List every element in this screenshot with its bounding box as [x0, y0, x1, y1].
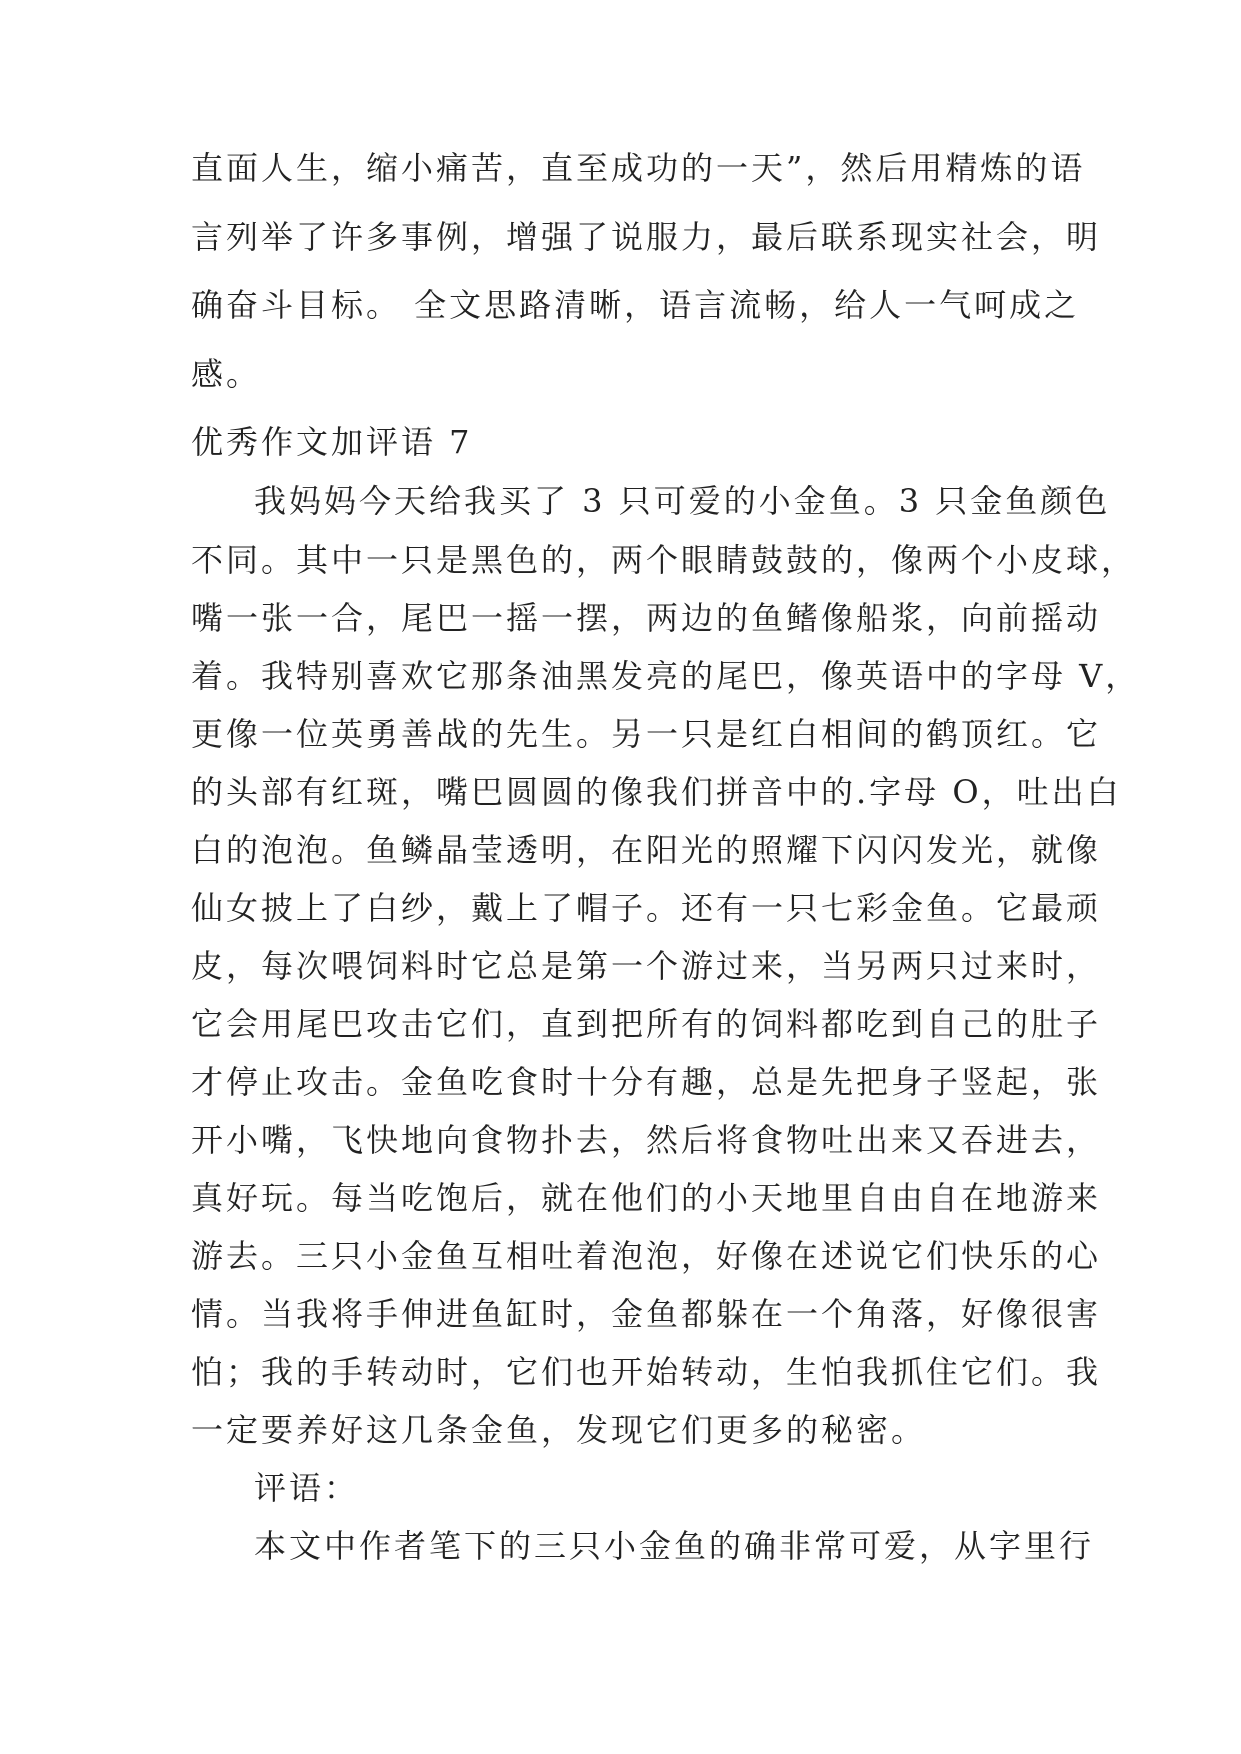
text-line: 才停止攻击。金鱼吃食时十分有趣，总是先把身子竖起，张	[191, 1063, 1102, 1101]
text-line: 确奋斗目标。 全文思路清晰，语言流畅，给人一气呵成之	[191, 286, 1080, 324]
text-line: 情。当我将手伸进鱼缸时，金鱼都躲在一个角落，好像很害	[191, 1295, 1102, 1333]
text-line: 着。我特别喜欢它那条油黑发亮的尾巴，像英语中的字母 V，	[191, 657, 1141, 695]
paragraph-first-line: 我妈妈今天给我买了 3 只可爱的小金鱼。3 只金鱼颜色	[254, 482, 1111, 520]
text-line: 怕；我的手转动时，它们也开始转动，生怕我抓住它们。我	[191, 1353, 1102, 1391]
text-line: 皮，每次喂饲料时它总是第一个游过来，当另两只过来时，	[191, 947, 1102, 985]
text-line: 直面人生，缩小痛苦，直至成功的一天”，然后用精炼的语	[191, 149, 1086, 187]
section-heading: 优秀作文加评语 7	[191, 423, 473, 461]
text-line: 真好玩。每当吃饱后，就在他们的小天地里自由自在地游来	[191, 1179, 1102, 1217]
text-line: 仙女披上了白纱，戴上了帽子。还有一只七彩金鱼。它最顽	[191, 889, 1102, 927]
text-line: 它会用尾巴攻击它们，直到把所有的饲料都吃到自己的肚子	[191, 1005, 1102, 1043]
text-line: 言列举了许多事例，增强了说服力，最后联系现实社会，明	[191, 218, 1102, 256]
text-line: 更像一位英勇善战的先生。另一只是红白相间的鹤顶红。它	[191, 715, 1102, 753]
text-line: 游去。三只小金鱼互相吐着泡泡，好像在述说它们快乐的心	[191, 1237, 1102, 1275]
text-line: 开小嘴，飞快地向食物扑去，然后将食物吐出来又吞进去，	[191, 1121, 1102, 1159]
text-line: 的头部有红斑，嘴巴圆圆的像我们拼音中的.字母 O，吐出白	[191, 773, 1122, 811]
text-line: 嘴一张一合，尾巴一摇一摆，两边的鱼鳍像船浆，向前摇动	[191, 599, 1102, 637]
comment-label: 评语：	[254, 1469, 360, 1507]
text-line: 白的泡泡。鱼鳞晶莹透明，在阳光的照耀下闪闪发光，就像	[191, 831, 1102, 869]
text-line: 感。	[191, 355, 262, 393]
text-line: 不同。其中一只是黑色的，两个眼睛鼓鼓的，像两个小皮球，	[191, 541, 1137, 579]
paragraph-first-line: 本文中作者笔下的三只小金鱼的确非常可爱，从字里行	[254, 1527, 1095, 1565]
text-line: 一定要养好这几条金鱼，发现它们更多的秘密。	[191, 1411, 927, 1449]
